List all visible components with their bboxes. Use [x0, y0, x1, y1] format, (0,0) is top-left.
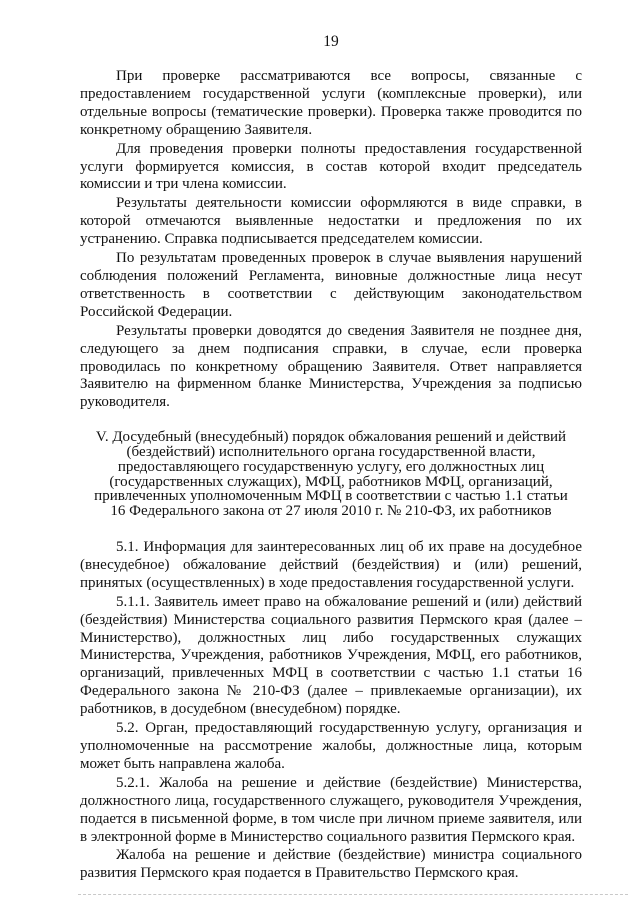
paragraph-commission: Для проведения проверки полноты предоставления государственной услуги формируется комиссия, в состав которой входит председатель комиссии и три члена комиссии.: [80, 140, 582, 193]
paragraph-5-2-1: 5.2.1. Жалоба на решение и действие (бездействие) Министерства, должностного лица, государственного служащего, руководителя Учреждения, подается в письменной форме, в том числе при личном приеме заявителя, или в электронной форме в Министерство социального развития Пермского края.: [80, 774, 582, 845]
page-number: 19: [323, 33, 339, 50]
section-heading: V. Досудебный (внесудебный) порядок обжалования решений и действий (бездействий) исполнительного органа государственной власти, предоставляющего государственную услугу, его должностных лиц (государственных служащих), МФЦ, работников МФЦ, организаций, привлеченных уполномоченным МФЦ в соответствии с частью 1.1 статьи 16 Федерального закона от 27 июля 2010 г. № 210-ФЗ, их работников: [94, 429, 568, 520]
scan-edge-divider: [78, 894, 628, 895]
paragraph-violations: По результатам проведенных проверок в случае выявления нарушений соблюдения положений Регламента, виновные должностные лица несут ответственность в соответствии с действующим законодательством Российской Федерации.: [80, 250, 582, 320]
paragraph-5-1: 5.1. Информация для заинтересованных лиц об их праве на досудебное (внесудебное) обжалование действий (бездействия) и (или) решений, принятых (осуществленных) в ходе предоставления государственной услуги.: [80, 539, 582, 591]
paragraph-commission-results: Результаты деятельности комиссии оформляются в виде справки, в которой отмечаются выявленные недостатки и предложения по их устранению. Справка подписывается председателем комиссии.: [80, 195, 582, 248]
paragraph-inspection-scope: При проверке рассматриваются все вопросы, связанные с предоставлением государственной услуги (комплексные проверки), или отдельные вопросы (тематические проверки). Проверка также проводится по конкретному обращению Заявителя.: [80, 68, 582, 138]
paragraph-applicant-notice: Результаты проверки доводятся до сведения Заявителя не позднее дня, следующего за днем подписания справки, в случае, если проверка проводилась по конкретному обращению Заявителя. Ответ направляется Заявителю на фирменном бланке Министерства, Учреждения за подписью руководителя.: [80, 322, 582, 411]
paragraph-5-1-1: 5.1.1. Заявитель имеет право на обжалование решений и (или) действий (бездействия) Министерства социального развития Пермского края (далее – Министерство), должностных лиц либо государственных служащих Министерства, Учреждения, работников Учреждения, МФЦ, его работников, организаций, привлеченных МФЦ в соответствии с частью 1.1 статьи 16 Федерального закона № 210-ФЗ (далее – привлекаемые организации), их работников, в досудебном (внесудебном) порядке.: [80, 593, 582, 718]
paragraph-5-2: 5.2. Орган, предоставляющий государственную услугу, организация и уполномоченные на рассмотрение жалобы, должностные лица, которым может быть направлена жалоба.: [80, 720, 582, 772]
paragraph-minister-complaint: Жалоба на решение и действие (бездействие) министра социального развития Пермского края подается в Правительство Пермского края.: [80, 847, 582, 882]
